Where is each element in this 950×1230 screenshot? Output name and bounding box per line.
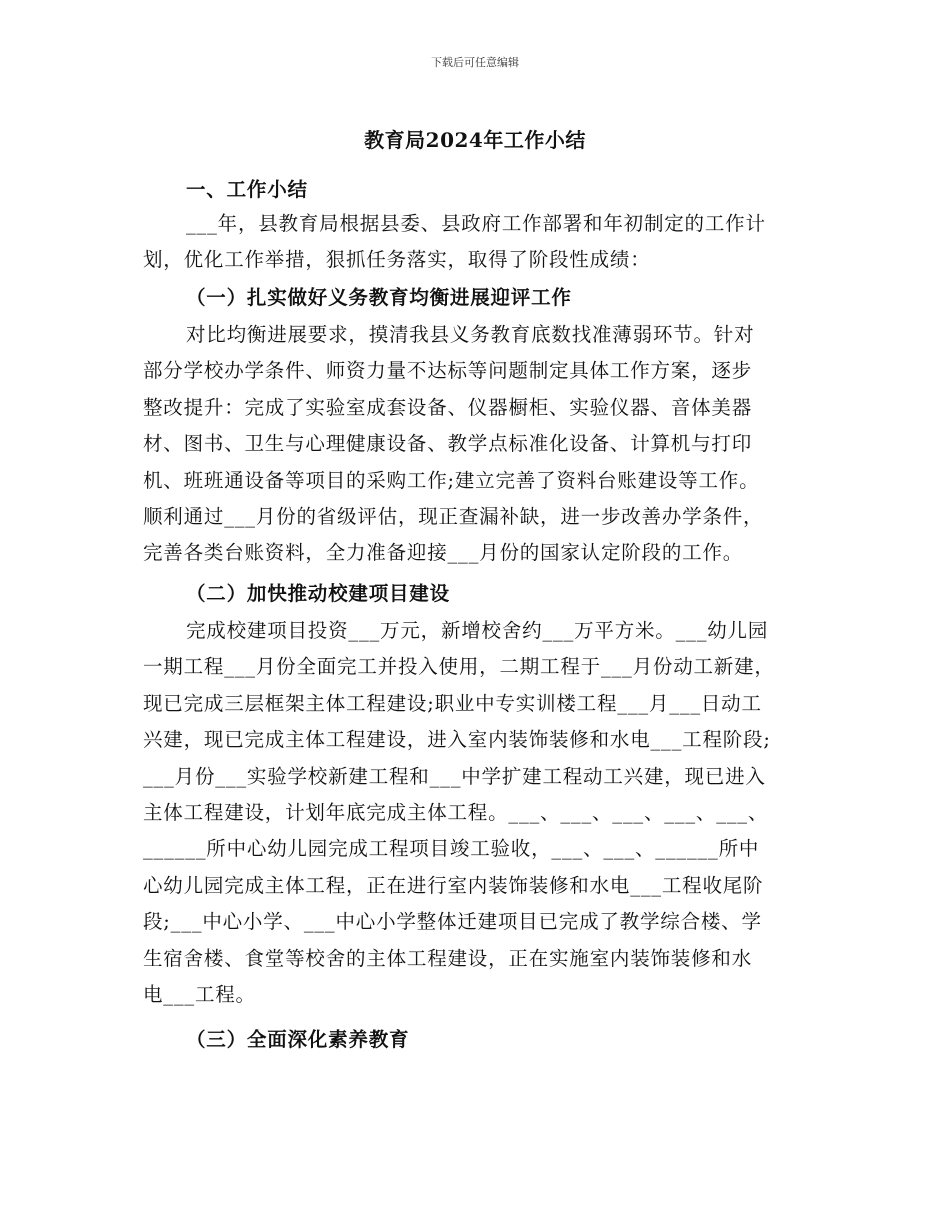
intro-line: 划，优化工作举措，狠抓任务落实，取得了阶段性成绩： [143,248,651,272]
paragraph-line: 整改提升：完成了实验室成套设备、仪器橱柜、实验仪器、音体美器 [143,395,753,419]
subsection-heading-1: （一）扎实做好义务教育均衡进展迎评工作 [186,286,572,309]
paragraph-line: 主体工程建设，计划年底完成主体工程。___、___、___、___、___、 [143,801,769,825]
intro-paragraph [143,206,811,279]
subsection-2-paragraph [143,613,811,1013]
paragraph-line: 材、图书、卫生与心理健康设备、教学点标准化设备、计算机与打印 [143,432,753,456]
paragraph-line: 部分学校办学条件、师资力量不达标等问题制定具体工作方案，逐步 [143,359,753,383]
intro-line: ___年，县教育局根据县委、县政府工作部署和年初制定的工作计 [186,212,766,235]
paragraph-line: 心幼儿园完成主体工程，正在进行室内装饰装修和水电___工程收尾阶 [143,873,764,897]
paragraph-line: 生宿舍楼、食堂等校舍的主体工程建设，正在实施室内装饰装修和水 [143,946,753,970]
subsection-heading-2: （二）加快推动校建项目建设 [186,582,450,605]
document-title: 教育局2024年工作小结 [364,128,586,152]
paragraph-line: 对比均衡进展要求，摸清我县义务教育底数找准薄弱环节。针对 [186,323,755,346]
section-heading-1: 一、工作小结 [186,178,308,201]
header-note: 下载后可任意编辑 [431,56,519,69]
paragraph-line: 顺利通过___月份的省级评估，现正查漏补缺，进一步改善办学条件， [143,505,764,529]
paragraph-line: ___月份___实验学校新建工程和___中学扩建工程动工兴建，现已进入 [143,764,766,788]
paragraph-line: 现已完成三层框架主体工程建设;职业中专实训楼工程___月___日动工 [143,691,762,715]
paragraph-line: 电___工程。 [143,983,256,1007]
paragraph-line: 完善各类台账资料，全力准备迎接___月份的国家认定阶段的工作。 [143,541,744,565]
paragraph-line: ______所中心幼儿园完成工程项目竣工验收，___、___、______所中 [143,837,760,861]
paragraph-line: 段;___中心小学、___中心小学整体迁建项目已完成了教学综合楼、学 [143,910,762,934]
subsection-1-paragraph [143,317,811,572]
paragraph-line: 兴建，现已完成主体工程建设，进入室内装饰装修和水电___工程阶段; [143,728,771,752]
paragraph-line: 完成校建项目投资___万元，新增校舍约___万平方米。___幼儿园 [186,619,769,642]
subsection-heading-3: （三）全面深化素养教育 [186,1028,410,1051]
paragraph-line: 一期工程___月份全面完工并投入使用，二期工程于___月份动工新建， [143,655,775,679]
paragraph-line: 机、班班通设备等项目的采购工作;建立完善了资料台账建设等工作。 [143,468,760,492]
